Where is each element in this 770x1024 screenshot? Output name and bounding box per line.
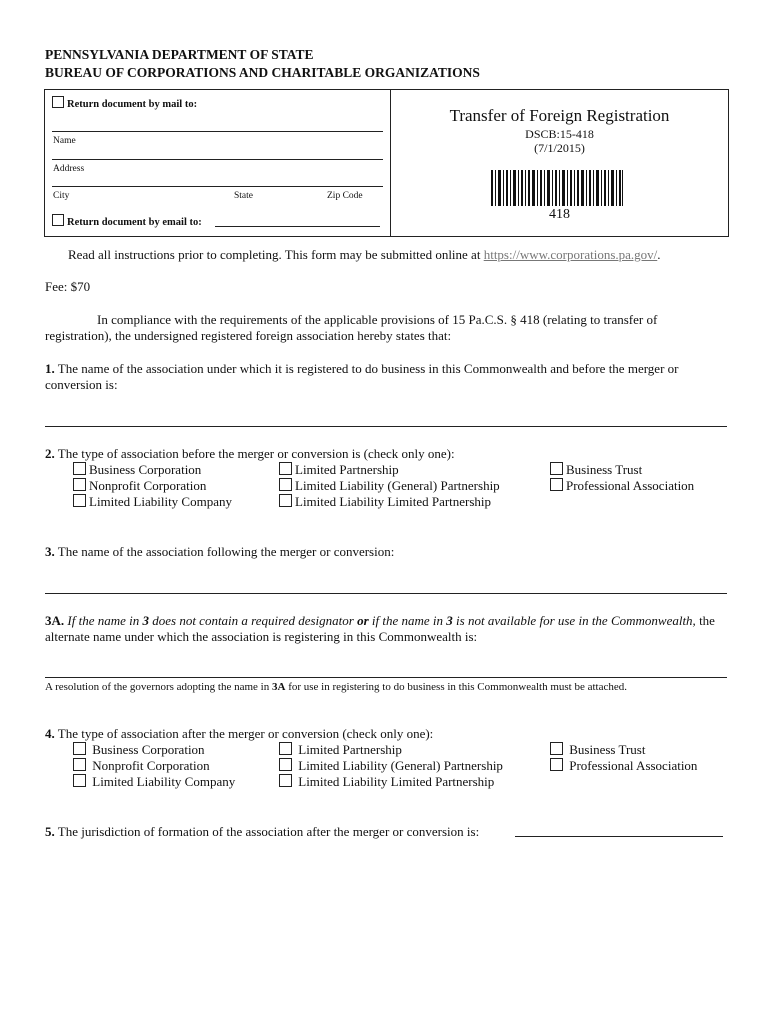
q4-option-label: Limited Liability Company: [92, 774, 236, 789]
q2-option-label: Limited Liability (General) Partnership: [295, 478, 500, 493]
q2-llc-checkbox[interactable]: [73, 494, 86, 507]
q3a-italic-3: if the name in: [368, 613, 447, 628]
q4-business-trust-checkbox[interactable]: [550, 742, 563, 755]
q4-number: 4.: [45, 726, 55, 741]
q3-text: The name of the association following the merger or conversion:: [54, 544, 395, 559]
q4-ll-general-partnership-checkbox[interactable]: [279, 758, 292, 771]
q4-option-label: Limited Liability (General) Partnership: [298, 758, 503, 773]
dept-line-2: BUREAU OF CORPORATIONS AND CHARITABLE ORGANIZATIONS: [45, 65, 480, 80]
q2-option-label: Limited Liability Limited Partnership: [295, 494, 492, 509]
q4-professional-association-checkbox[interactable]: [550, 758, 563, 771]
q2-ll-general-partnership-checkbox[interactable]: [279, 478, 292, 491]
city-state-zip-line[interactable]: [52, 186, 383, 187]
dept-line-1: PENNSYLVANIA DEPARTMENT OF STATE: [45, 47, 314, 62]
q2-col-3: [550, 462, 694, 494]
question-3: [45, 544, 394, 560]
q4-option-label: Limited Liability Limited Partnership: [298, 774, 495, 789]
q2-option-label: Business Trust: [566, 462, 643, 477]
question-4: [45, 726, 433, 742]
return-email-row: [52, 214, 202, 228]
q1-number: 1.: [45, 361, 55, 376]
q2-col-2: [279, 462, 500, 510]
question-2: [45, 446, 455, 462]
resolution-ref: 3A: [271, 681, 286, 693]
q5-number: 5.: [45, 824, 55, 839]
barcode-image: [491, 170, 623, 206]
compliance-statement: In compliance with the requirements of the applicable provisions of 15 Pa.C.S. § 418 (relating to transfer of registration), the undersigned registered foreign association hereby states that:: [45, 312, 658, 343]
q2-lllp-checkbox[interactable]: [279, 494, 292, 507]
return-mail-row: [52, 96, 197, 110]
q4-option-label: Limited Partnership: [298, 742, 402, 757]
q4-option-label: Business Corporation: [92, 742, 205, 757]
q3a-rest: the alternate name under which the association is registering in this Commonwealth is:: [45, 613, 715, 644]
return-mail-label: Return document by mail to:: [67, 99, 198, 110]
instructions-text: Read all instructions prior to completing. This form may be submitted online at: [68, 247, 484, 262]
q2-business-trust-checkbox[interactable]: [550, 462, 563, 475]
q3a-answer-line[interactable]: [45, 677, 727, 678]
q5-answer-line[interactable]: [515, 836, 723, 837]
q4-lllp-checkbox[interactable]: [279, 774, 292, 787]
form-title: Transfer of Foreign Registration: [449, 106, 670, 125]
resolution-pre: A resolution of the governors adopting the name in: [45, 681, 272, 693]
q2-professional-association-checkbox[interactable]: [550, 478, 563, 491]
q4-col-2: [279, 742, 503, 790]
q3a-italic-1: If the name in: [64, 613, 143, 628]
name-line[interactable]: [52, 131, 383, 132]
q4-option-label: Professional Association: [569, 758, 698, 773]
city-label: City: [53, 191, 70, 201]
form-date: (7/1/2015): [534, 141, 585, 155]
q1-answer-line[interactable]: [45, 426, 727, 427]
resolution-post: for use in registering to do business in this Commonwealth must be attached.: [285, 681, 627, 693]
address-line[interactable]: [52, 159, 383, 160]
q2-text: The type of association before the merger or conversion is (check only one):: [54, 446, 455, 461]
q1-text: The name of the association under which it is registered to do business in this Commonwealth and before the merger or conversion is:: [45, 361, 679, 392]
q3-answer-line[interactable]: [45, 593, 727, 594]
q3a-or: or: [357, 613, 369, 628]
q5-text: The jurisdiction of formation of the association after the merger or conversion is:: [54, 824, 480, 839]
barcode-number: 418: [549, 207, 570, 222]
q2-col-1: [73, 462, 232, 510]
q4-col-3: [550, 742, 697, 774]
q4-llc-checkbox[interactable]: [73, 774, 86, 787]
department-header: [45, 46, 480, 82]
q3a-ref-1: 3: [142, 613, 149, 628]
q4-option-label: Nonprofit Corporation: [92, 758, 210, 773]
instructions-end: .: [657, 247, 661, 262]
q2-option-label: Business Corporation: [89, 462, 202, 477]
form-code: DSCB:15-418: [525, 127, 594, 141]
return-email-label: Return document by email to:: [67, 217, 202, 228]
q3a-italic-4: is not available for use in the Commonwealth,: [452, 613, 696, 628]
q4-text: The type of association after the merger or conversion (check only one):: [54, 726, 434, 741]
q3a-ref-2: 3: [446, 613, 453, 628]
q2-option-label: Limited Partnership: [295, 462, 399, 477]
box-divider: [390, 89, 391, 237]
state-label: State: [234, 191, 253, 201]
fee: Fee: $70: [45, 279, 91, 294]
question-1: [45, 361, 730, 393]
q3-number: 3.: [45, 544, 55, 559]
return-email-checkbox[interactable]: [52, 214, 64, 226]
q4-nonprofit-corporation-checkbox[interactable]: [73, 758, 86, 771]
q4-col-1: [73, 742, 235, 790]
q3a-number: 3A.: [45, 613, 65, 628]
q2-number: 2.: [45, 446, 55, 461]
q2-limited-partnership-checkbox[interactable]: [279, 462, 292, 475]
question-3a: [45, 613, 727, 645]
resolution-note: [45, 681, 627, 693]
q2-option-label: Nonprofit Corporation: [89, 478, 207, 493]
q4-business-corporation-checkbox[interactable]: [73, 742, 86, 755]
name-label: Name: [53, 136, 76, 146]
q4-limited-partnership-checkbox[interactable]: [279, 742, 292, 755]
zip-label: Zip Code: [327, 191, 363, 201]
online-link[interactable]: https://www.corporations.pa.gov/: [483, 247, 658, 262]
q2-business-corporation-checkbox[interactable]: [73, 462, 86, 475]
q2-option-label: Professional Association: [566, 478, 695, 493]
question-5: [45, 824, 479, 840]
return-mail-checkbox[interactable]: [52, 96, 64, 108]
instructions-line: [68, 247, 661, 263]
q3a-italic-2: does not contain a required designator: [148, 613, 358, 628]
q2-nonprofit-corporation-checkbox[interactable]: [73, 478, 86, 491]
q4-option-label: Business Trust: [569, 742, 646, 757]
email-line[interactable]: [215, 226, 380, 227]
address-label: Address: [53, 164, 85, 174]
q2-option-label: Limited Liability Company: [89, 494, 232, 509]
